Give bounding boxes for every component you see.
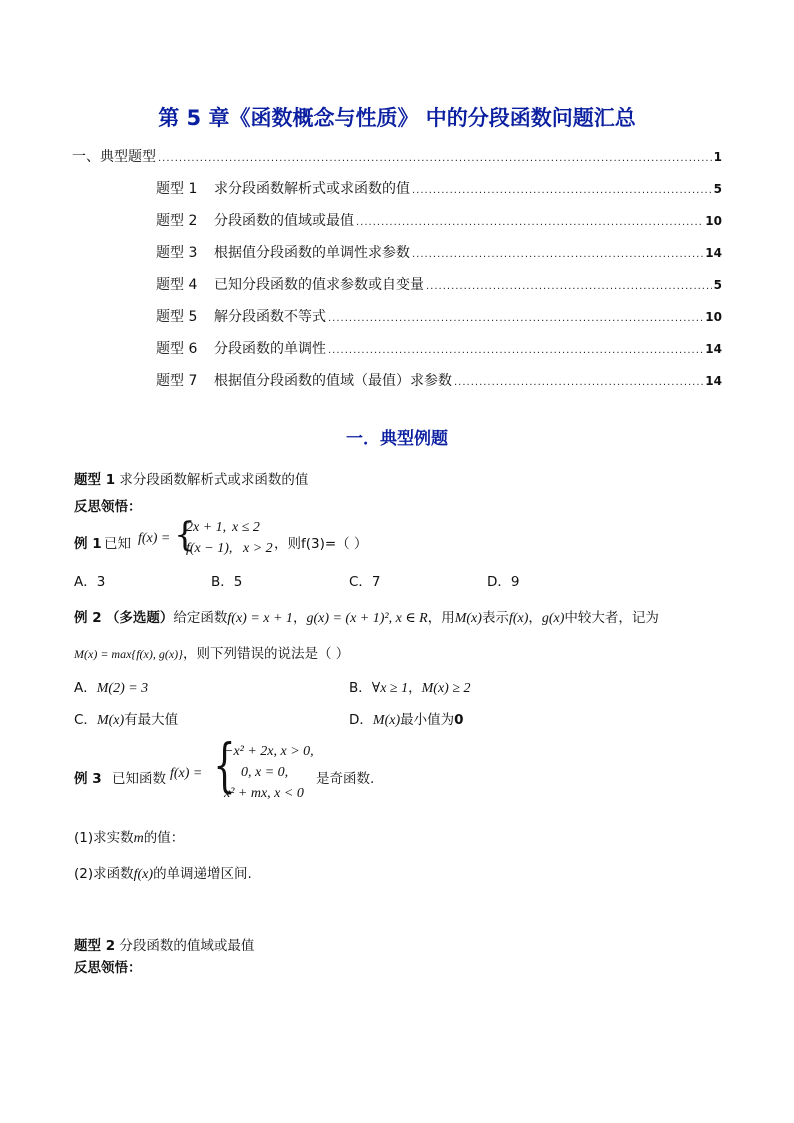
ex2-max-def: M(x) = max{f(x), g(x)} bbox=[74, 647, 183, 661]
option-math: M(x) bbox=[96, 713, 125, 728]
ex2-text: 给定函数 bbox=[173, 610, 228, 626]
option-letter: B． bbox=[349, 680, 372, 696]
ex2-Mx: M(x) bbox=[454, 611, 482, 626]
toc-item-type2[interactable] bbox=[156, 210, 722, 230]
toc-leader bbox=[412, 185, 712, 196]
type1-heading bbox=[74, 468, 308, 488]
page-title: 第 5 章《函数概念与性质》 中的分段函数问题汇总 bbox=[158, 106, 636, 130]
option-math: ∀x ≥ 1 bbox=[371, 681, 409, 696]
toc-item-label: 根据值分段函数的值域（最值）求参数 bbox=[214, 373, 452, 389]
q2-text: 的单调递增区间. bbox=[153, 866, 252, 882]
toc-item-label: 分段函数的单调性 bbox=[214, 341, 326, 357]
section-heading: 一．典型例题 bbox=[346, 429, 448, 449]
toc-item-num: 题型 1 bbox=[156, 181, 198, 197]
ex1-option-d[interactable]: D．9 bbox=[487, 574, 520, 590]
ex2-text: 表示 bbox=[481, 610, 509, 626]
toc-page-number: 14 bbox=[705, 246, 722, 260]
toc-item-label: 分段函数的值域或最值 bbox=[214, 213, 354, 229]
toc-item-type3[interactable] bbox=[156, 242, 722, 262]
ex3-case3: x² + mx, x < 0 bbox=[224, 786, 304, 801]
q2-text: (2)求函数 bbox=[74, 866, 134, 882]
type1-label: 题型 1 bbox=[74, 472, 116, 488]
ex1-option-c[interactable]: C．7 bbox=[349, 574, 381, 590]
q1-var: m bbox=[133, 831, 144, 846]
ex2-text: 中较大者，记为 bbox=[564, 610, 659, 626]
ex2-g-def: g(x) = (x + 1)², x ∈ R bbox=[306, 611, 428, 626]
toc-item-type7[interactable] bbox=[156, 370, 722, 390]
ex2-f-def: f(x) = x + 1 bbox=[227, 611, 293, 626]
ex3-q1 bbox=[74, 826, 184, 847]
ex2-label: 例 2 bbox=[74, 610, 102, 626]
q2-var: f(x) bbox=[133, 867, 154, 882]
type2-name: 分段函数的值域或最值 bbox=[119, 938, 255, 954]
ex2-option-c[interactable] bbox=[74, 708, 178, 729]
type1-name: 求分段函数解析式或求函数的值 bbox=[119, 472, 309, 488]
toc-item-num: 题型 6 bbox=[156, 341, 198, 357]
toc-item-type5[interactable] bbox=[156, 306, 722, 326]
ex3-case2: 0, x = 0, bbox=[241, 765, 289, 780]
toc-page-number: 14 bbox=[705, 374, 722, 388]
toc-page-number: 1 bbox=[713, 150, 722, 164]
ex2-question: ，则下列错误的说法是（ ） bbox=[182, 646, 350, 662]
ex1-option-b[interactable]: B．5 bbox=[211, 574, 243, 590]
option-math: M(2) = 3 bbox=[96, 681, 149, 696]
ex1-label: 例 1 bbox=[74, 536, 102, 552]
toc-item-num: 题型 3 bbox=[156, 245, 198, 261]
ex2-sep: ， bbox=[292, 610, 307, 626]
option-letter: C． bbox=[74, 712, 97, 728]
option-letter: A． bbox=[74, 680, 97, 696]
option-math: M(x) bbox=[372, 713, 401, 728]
toc-leader bbox=[454, 377, 703, 388]
ex3-pre: 已知函数 bbox=[112, 771, 166, 787]
toc-item-type4[interactable] bbox=[156, 274, 722, 294]
ex1-left-brace: { bbox=[174, 515, 196, 555]
toc-page-number: 5 bbox=[713, 278, 722, 292]
toc-leader bbox=[426, 281, 712, 292]
toc-page-number: 10 bbox=[705, 310, 722, 324]
ex2-option-d[interactable] bbox=[349, 708, 464, 729]
toc-page-number: 14 bbox=[705, 342, 722, 356]
ex2-option-a[interactable] bbox=[74, 676, 148, 697]
ex2-sep: ， bbox=[528, 610, 542, 626]
option-value: 0 bbox=[454, 712, 464, 728]
toc-leader bbox=[356, 217, 703, 228]
toc-page-number: 10 bbox=[705, 214, 722, 228]
toc-item-label: 解分段函数不等式 bbox=[214, 309, 326, 325]
q1-text: 的值： bbox=[143, 830, 185, 846]
ex1-post: ，则f(3)=（ ） bbox=[274, 536, 368, 552]
option-letter: D． bbox=[349, 712, 373, 728]
option-text: 最小值为 bbox=[400, 712, 455, 728]
ex3-case1: −x² + 2x, x > 0, bbox=[224, 744, 314, 759]
toc-item-num: 题型 5 bbox=[156, 309, 198, 325]
toc-item-label: 求分段函数解析式或求函数的值 bbox=[214, 181, 410, 197]
ex1-case2: f(x − 1), bbox=[186, 541, 233, 556]
ex3-fx: f(x) = bbox=[170, 766, 203, 781]
type1-reflect: 反思领悟： bbox=[74, 499, 142, 515]
toc-item-label: 已知分段函数的值求参数或自变量 bbox=[214, 277, 424, 293]
toc-item-num: 题型 4 bbox=[156, 277, 198, 293]
option-math: M(x) ≥ 2 bbox=[421, 681, 471, 696]
ex3-label: 例 3 bbox=[74, 771, 102, 787]
ex2-option-b[interactable] bbox=[349, 676, 471, 697]
ex2-line1 bbox=[74, 606, 659, 627]
toc-item-type1[interactable] bbox=[156, 178, 722, 198]
ex3-post: 是奇函数. bbox=[316, 771, 375, 787]
toc-heading-row[interactable] bbox=[72, 146, 722, 166]
ex1-option-a[interactable]: A．3 bbox=[74, 574, 106, 590]
toc-item-num: 题型 2 bbox=[156, 213, 198, 229]
toc-leader bbox=[328, 313, 703, 324]
ex1-fx: f(x) = bbox=[138, 531, 171, 546]
toc-leader bbox=[158, 153, 712, 164]
type2-reflect: 反思领悟： bbox=[74, 960, 142, 976]
q1-text: (1)求实数 bbox=[74, 830, 134, 846]
ex2-tag: （多选题） bbox=[105, 610, 174, 626]
toc-page-number: 5 bbox=[713, 182, 722, 196]
ex2-text: ，用 bbox=[427, 610, 455, 626]
type2-heading bbox=[74, 934, 254, 954]
toc-item-num: 题型 7 bbox=[156, 373, 198, 389]
ex3-left-brace: { bbox=[213, 731, 236, 799]
ex2-fx: f(x) bbox=[508, 611, 529, 626]
ex3-q2 bbox=[74, 862, 252, 883]
toc-item-label: 根据值分段函数的单调性求参数 bbox=[214, 245, 410, 261]
option-text: 有最大值 bbox=[124, 712, 179, 728]
ex2-line2 bbox=[74, 642, 349, 662]
toc-leader bbox=[328, 345, 703, 356]
ex1-pre: 已知 bbox=[104, 536, 131, 552]
toc-heading-label: 一、典型题型 bbox=[72, 149, 156, 165]
toc-item-type6[interactable] bbox=[156, 338, 722, 358]
type2-label: 题型 2 bbox=[74, 938, 116, 954]
ex1-cond2: x > 2 bbox=[243, 541, 273, 556]
option-sep: ， bbox=[408, 680, 422, 696]
ex2-gx: g(x) bbox=[541, 611, 565, 626]
toc-leader bbox=[412, 249, 703, 260]
ex1-case1: 2x + 1, bbox=[186, 520, 227, 535]
ex1-cond1: x ≤ 2 bbox=[232, 520, 260, 535]
